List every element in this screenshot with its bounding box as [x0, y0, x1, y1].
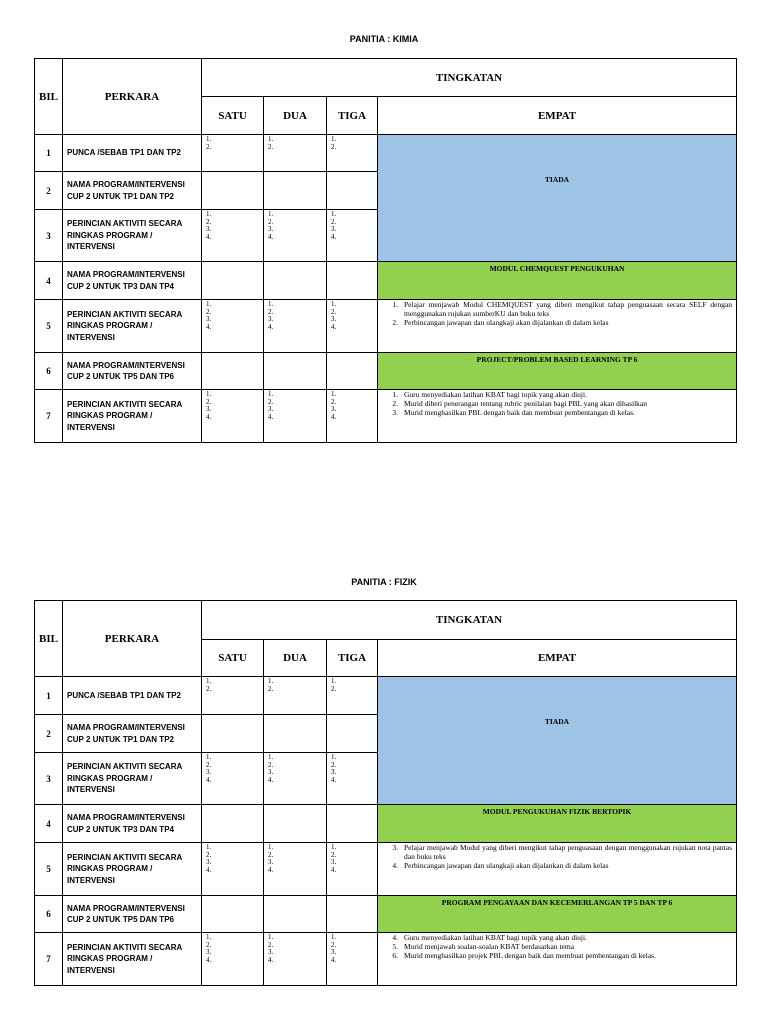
row-bil: 7 — [35, 933, 63, 986]
row-perkara: PUNCA /SEBAB TP1 DAN TP2 — [63, 135, 202, 172]
satu-cell — [202, 715, 264, 753]
tiga-cell — [327, 262, 378, 300]
row-perkara: NAMA PROGRAM/INTERVENSI CUP 2 UNTUK TP1 DAN TP2 — [63, 172, 202, 210]
satu-cell: 1. 2. 3. 4. — [202, 933, 264, 986]
list-item: 5. Murid menjawab soalan-soalan KBAT berdasarkan tema — [392, 942, 575, 951]
table-row — [35, 300, 737, 353]
list-item: 3. Pelajar menjawab Modul yang diberi mengikut tahap penguasaan dengan menggunakan rujukan nota pantas dan buku teks — [392, 843, 733, 861]
dua-cell — [264, 172, 327, 210]
tiga-cell: 1. 2. 3. 4. — [327, 210, 378, 262]
dua-cell — [264, 353, 327, 390]
satu-cell: 1. 2. 3. 4. — [202, 390, 264, 443]
list-item: 2. Murid diberi penerangan tentang rubric penilaian bagi PBL yang akan dihasilkan — [392, 399, 647, 408]
row-perkara: PERINCIAN AKTIVITI SECARA RINGKAS PROGRAM / INTERVENSI — [63, 300, 202, 353]
header-perkara: PERKARA — [63, 601, 202, 677]
satu-cell — [202, 896, 264, 933]
satu-cell — [202, 353, 264, 390]
tiga-cell: 1. 2. 3. 4. — [327, 390, 378, 443]
header-dua: DUA — [264, 97, 327, 135]
dua-cell — [264, 715, 327, 753]
tiga-cell — [327, 715, 378, 753]
header-tiga: TIGA — [327, 97, 378, 135]
header-bil: BIL — [35, 601, 63, 677]
empat-program-cell: PROGRAM PENGAYAAN DAN KECEMERLANGAN TP 5 DAN TP 6 — [378, 896, 737, 933]
satu-cell — [202, 262, 264, 300]
list-item: 3. Murid menghasilkan PBL dengan baik dan membuat pembentangan di kelas. — [392, 408, 635, 417]
dua-cell: 1. 2. 3. 4. — [264, 210, 327, 262]
row-bil: 5 — [35, 300, 63, 353]
empat-program-cell: MODUL CHEMQUEST PENGUKUHAN — [378, 262, 737, 300]
empat-program-cell: PROJECT/PROBLEM BASED LEARNING TP 6 — [378, 353, 737, 390]
row-bil: 2 — [35, 715, 63, 753]
table-row — [35, 262, 737, 300]
row-perkara: PERINCIAN AKTIVITI SECARA RINGKAS PROGRAM / INTERVENSI — [63, 843, 202, 896]
row-bil: 3 — [35, 210, 63, 262]
empat-aktiviti-cell — [378, 843, 737, 896]
header-tingkatan: TINGKATAN — [202, 59, 737, 97]
row-bil: 4 — [35, 262, 63, 300]
panel-title: PANITIA : KIMIA — [349, 34, 419, 44]
row-perkara: NAMA PROGRAM/INTERVENSI CUP 2 UNTUK TP1 DAN TP2 — [63, 715, 202, 753]
header-perkara: PERKARA — [63, 59, 202, 135]
row-bil: 2 — [35, 172, 63, 210]
satu-cell: 1. 2. 3. 4. — [202, 753, 264, 805]
list-item: 1. Pelajar menjawab Modul CHEMQUEST yang diberi mengikut tahap penguasaan secara SELF dengan menggunakan rujukan sumberKU dan buku teks — [392, 300, 733, 318]
dua-cell: 1. 2. 3. 4. — [264, 753, 327, 805]
tiga-cell — [327, 805, 378, 843]
tiga-cell: 1. 2. 3. 4. — [327, 753, 378, 805]
list-item: 6. Murid menghasilkan projek PBL dengan baik dan membuat pembentangan di kelas. — [392, 951, 656, 960]
satu-cell: 1. 2. 3. 4. — [202, 210, 264, 262]
table-row — [35, 353, 737, 390]
empat-tiada-cell — [378, 677, 737, 805]
row-perkara: NAMA PROGRAM/INTERVENSI CUP 2 UNTUK TP5 DAN TP6 — [63, 353, 202, 390]
kimia-table — [34, 58, 737, 443]
row-perkara: NAMA PROGRAM/INTERVENSI CUP 2 UNTUK TP5 DAN TP6 — [63, 896, 202, 933]
empat-program-cell: MODUL PENGUKUHAN FIZIK BERTOPIK — [378, 805, 737, 843]
tiga-cell: 1. 2. 3. 4. — [327, 843, 378, 896]
dua-cell: 1. 2. 3. 4. — [264, 300, 327, 353]
row-perkara: PERINCIAN AKTIVITI SECARA RINGKAS PROGRAM / INTERVENSI — [63, 753, 202, 805]
tiga-cell — [327, 353, 378, 390]
header-satu: SATU — [202, 97, 264, 135]
tiga-cell: 1. 2. — [327, 135, 378, 172]
row-perkara: PUNCA /SEBAB TP1 DAN TP2 — [63, 677, 202, 715]
satu-cell: 1. 2. — [202, 135, 264, 172]
header-tiga: TIGA — [327, 640, 378, 677]
table-row — [35, 896, 737, 933]
list-item: 4. Guru menyediakan latihan KBAT bagi topik yang akan diuji. — [392, 933, 587, 942]
table-row — [35, 135, 737, 172]
dua-cell: 1. 2. 3. 4. — [264, 390, 327, 443]
row-bil: 6 — [35, 353, 63, 390]
dua-cell — [264, 262, 327, 300]
dua-cell: 1. 2. — [264, 677, 327, 715]
satu-cell: 1. 2. 3. 4. — [202, 300, 264, 353]
empat-aktiviti-cell — [378, 933, 737, 986]
dua-cell — [264, 805, 327, 843]
row-perkara: PERINCIAN AKTIVITI SECARA RINGKAS PROGRAM / INTERVENSI — [63, 390, 202, 443]
row-perkara: PERINCIAN AKTIVITI SECARA RINGKAS PROGRAM / INTERVENSI — [63, 210, 202, 262]
header-empat: EMPAT — [378, 97, 737, 135]
row-perkara: PERINCIAN AKTIVITI SECARA RINGKAS PROGRAM / INTERVENSI — [63, 933, 202, 986]
tiada-label: TIADA — [544, 717, 570, 726]
row-bil: 3 — [35, 753, 63, 805]
row-perkara: NAMA PROGRAM/INTERVENSI CUP 2 UNTUK TP3 DAN TP4 — [63, 805, 202, 843]
row-bil: 1 — [35, 677, 63, 715]
list-item: 2. Perbincangan jawapan dan ulangkaji akan dijalankan di dalam kelas — [392, 318, 609, 327]
row-perkara: NAMA PROGRAM/INTERVENSI CUP 2 UNTUK TP3 DAN TP4 — [63, 262, 202, 300]
dua-cell: 1. 2. 3. 4. — [264, 933, 327, 986]
table-row — [35, 677, 737, 715]
header-satu: SATU — [202, 640, 264, 677]
row-bil: 6 — [35, 896, 63, 933]
table-row — [35, 390, 737, 443]
table-row — [35, 805, 737, 843]
panel-title: PANITIA : FIZIK — [351, 577, 417, 587]
row-bil: 7 — [35, 390, 63, 443]
satu-cell: 1. 2. 3. 4. — [202, 843, 264, 896]
fizik-table — [34, 600, 737, 986]
tiga-cell — [327, 896, 378, 933]
row-bil: 4 — [35, 805, 63, 843]
tiga-cell: 1. 2. — [327, 677, 378, 715]
list-item: 1. Guru menyediakan latihan KBAT bagi topik yang akan diuji. — [392, 390, 587, 399]
tiga-cell: 1. 2. 3. 4. — [327, 300, 378, 353]
tiada-label: TIADA — [544, 175, 570, 184]
dua-cell: 1. 2. — [264, 135, 327, 172]
tiga-cell — [327, 172, 378, 210]
table-row — [35, 843, 737, 896]
satu-cell — [202, 805, 264, 843]
table-row — [35, 933, 737, 986]
row-bil: 5 — [35, 843, 63, 896]
dua-cell: 1. 2. 3. 4. — [264, 843, 327, 896]
empat-tiada-cell — [378, 135, 737, 262]
dua-cell — [264, 896, 327, 933]
list-item: 4. Perbincangan jawapan dan ulangkaji akan dijalankan di dalam kelas — [392, 861, 609, 870]
header-dua: DUA — [264, 640, 327, 677]
header-bil: BIL — [35, 59, 63, 135]
empat-aktiviti-cell — [378, 300, 737, 353]
tiga-cell: 1. 2. 3. 4. — [327, 933, 378, 986]
header-empat: EMPAT — [378, 640, 737, 677]
row-bil: 1 — [35, 135, 63, 172]
satu-cell — [202, 172, 264, 210]
header-tingkatan: TINGKATAN — [202, 601, 737, 640]
empat-aktiviti-cell — [378, 390, 737, 443]
satu-cell: 1. 2. — [202, 677, 264, 715]
